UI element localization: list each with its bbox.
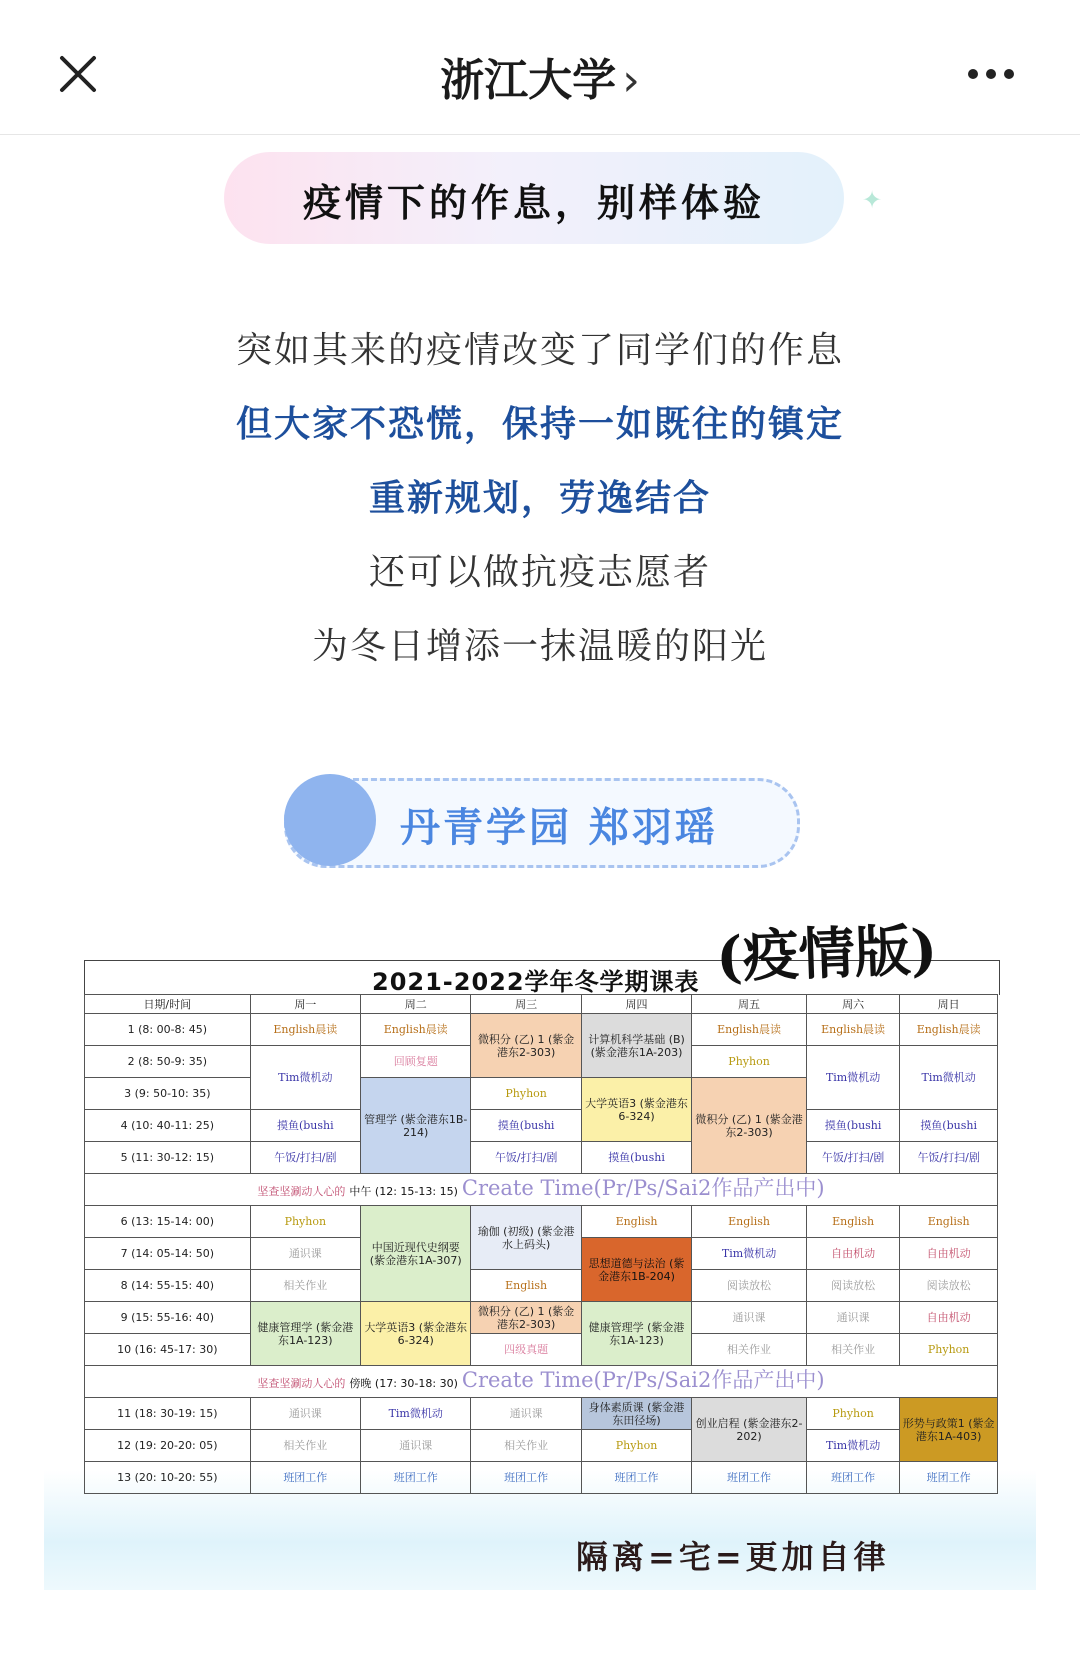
timetable-cell: 通识课 [806,1302,899,1334]
header-cell: 周一 [250,995,360,1014]
timetable-cell: Tim微机动 [900,1046,998,1110]
timetable-cell: 通识课 [250,1238,360,1270]
noon-break-row [85,1174,998,1206]
timetable-cell: 形势与政策1 (紫金港东1A-403) [900,1398,998,1462]
time-cell: 3 (9: 50-10: 35) [85,1078,251,1110]
timetable-cell: Tim微机动 [806,1046,899,1110]
header-cell: 周二 [361,995,471,1014]
noon-break-cell [85,1174,998,1206]
timetable-cell: 自由机动 [900,1302,998,1334]
timetable-cell: 管理学 (紫金港东1B-214) [361,1078,471,1174]
timetable-cell: Phyhon [806,1398,899,1430]
break-label-left: 坚查坚涮动人心的 [257,1184,346,1198]
page-title[interactable] [0,44,1080,108]
timetable-cell: Phyhon [471,1078,581,1110]
timetable-cell: English晨读 [692,1014,807,1046]
timetable-cell: 身体素质课 (紫金港东田径场) [581,1398,691,1430]
timetable-cell: Tim微机动 [361,1398,471,1430]
timetable [84,994,998,1494]
timetable-cell: 阅读放松 [692,1270,807,1302]
top-bar [0,0,1080,135]
more-options-icon[interactable] [968,64,1024,84]
timetable-cell: 午饭/打扫/剧 [250,1142,360,1174]
section-banner-title: 疫情下的作息，别样体验 [302,181,765,225]
table-row [85,1430,998,1462]
intro-line-4: 还可以做抗疫志愿者 [368,552,711,593]
timetable-cell: English [692,1206,807,1238]
timetable-cell: 午饭/打扫/剧 [900,1142,998,1174]
page-title-text[interactable]: 浙江大学 [440,55,617,106]
table-row [85,1398,998,1430]
table-row [85,1142,998,1174]
timetable-cell: 创业启程 (紫金港东2-202) [692,1398,807,1462]
timetable-cell: English [806,1206,899,1238]
timetable-cell: Tim微机动 [692,1238,807,1270]
timetable-cell: 班团工作 [581,1462,691,1494]
header-cell: 周五 [692,995,807,1014]
header-cell: 周日 [900,995,998,1014]
table-row [85,1206,998,1238]
timetable-cell: English晨读 [806,1014,899,1046]
timetable-cell: 班团工作 [250,1462,360,1494]
time-cell: 2 (8: 50-9: 35) [85,1046,251,1078]
timetable-cell: 相关作业 [806,1334,899,1366]
time-cell: 1 (8: 00-8: 45) [85,1014,251,1046]
intro-line-2: 但大家不恐慌，保持一如既往的镇定 [235,404,844,445]
timetable-cell: 相关作业 [250,1430,360,1462]
timetable-cell: 班团工作 [471,1462,581,1494]
timetable-cell: 相关作业 [250,1270,360,1302]
timetable-cell: 通识课 [471,1398,581,1430]
timetable-cell: 阅读放松 [900,1270,998,1302]
timetable-cell: 午饭/打扫/剧 [806,1142,899,1174]
timetable-cell: 摸鱼(bushi [900,1110,998,1142]
timetable-title: 2021-2022学年冬学期课表 [372,968,700,996]
chevron-right-icon[interactable]: › [622,55,640,106]
table-row [85,1110,998,1142]
timetable-cell: 午饭/打扫/剧 [471,1142,581,1174]
evening-break-row [85,1366,998,1398]
timetable-cell: English晨读 [900,1014,998,1046]
time-cell: 8 (14: 55-15: 40) [85,1270,251,1302]
timetable-cell: 健康管理学 (紫金港东1A-123) [250,1302,360,1366]
timetable-cell: English [471,1270,581,1302]
table-row [85,1302,998,1334]
header-cell: 日期/时间 [85,995,251,1014]
intro-line-5: 为冬日增添一抹温暖的阳光 [311,626,768,667]
time-cell: 6 (13: 15-14: 00) [85,1206,251,1238]
timetable-cell: 通识课 [692,1302,807,1334]
sparkle-icon: ✦ [862,186,883,214]
timetable-cell: English [581,1206,691,1238]
author-pill-dot [284,774,376,866]
header-cell: 周六 [806,995,899,1014]
intro-line-3: 重新规划，劳逸结合 [368,478,711,519]
timetable-cell: 班团工作 [361,1462,471,1494]
timetable-cell: English [900,1206,998,1238]
timetable-cell: 自由机动 [900,1238,998,1270]
motto-text: 隔离=宅=更加自律 [576,1538,890,1576]
timetable-cell: 健康管理学 (紫金港东1A-123) [581,1302,691,1366]
break-label-left: 坚查坚涮动人心的 [257,1376,346,1390]
time-cell: 5 (11: 30-12: 15) [85,1142,251,1174]
timetable-cell: Phyhon [250,1206,360,1238]
timetable-cell: Tim微机动 [806,1430,899,1462]
break-label-right: Create Time(Pr/Ps/Sai2作品产出中) [461,1175,825,1200]
time-cell: 4 (10: 40-11: 25) [85,1110,251,1142]
timetable-cell: 摸鱼(bushi [581,1142,691,1174]
timetable-cell: Phyhon [692,1046,807,1078]
table-row [85,1014,998,1046]
timetable-cell: 摸鱼(bushi [250,1110,360,1142]
timetable-header-row [85,995,998,1014]
time-cell: 10 (16: 45-17: 30) [85,1334,251,1366]
timetable-cell: English晨读 [361,1014,471,1046]
timetable-cell: 班团工作 [900,1462,998,1494]
noon-time-label: 中午 (12: 15-13: 15) [349,1184,458,1198]
timetable-cell: Phyhon [581,1430,691,1462]
break-label-right: Create Time(Pr/Ps/Sai2作品产出中) [461,1367,825,1392]
timetable-handwritten-title: (疫情版) [715,917,939,991]
time-cell: 9 (15: 55-16: 40) [85,1302,251,1334]
timetable-cell: 大学英语3 (紫金港东6-324) [361,1302,471,1366]
timetable-cell: 四级真题 [471,1334,581,1366]
author-name: 丹青学园 郑羽瑶 [400,805,718,851]
timetable-cell: 中国近现代史纲要 (紫金港东1A-307) [361,1206,471,1302]
table-row [85,1270,998,1302]
timetable-cell: 摸鱼(bushi [471,1110,581,1142]
intro-line-1: 突如其来的疫情改变了同学们的作息 [235,330,844,371]
time-cell: 12 (19: 20-20: 05) [85,1430,251,1462]
table-row [85,1462,998,1494]
time-cell: 11 (18: 30-19: 15) [85,1398,251,1430]
timetable-cell: 摸鱼(bushi [806,1110,899,1142]
evening-break-cell [85,1366,998,1398]
timetable-cell: 计算机科学基础 (B) (紫金港东1A-203) [581,1014,691,1078]
timetable-cell: Tim微机动 [250,1046,360,1110]
timetable-cell: 通识课 [361,1430,471,1462]
timetable-cell: 微积分 (乙) 1 (紫金港东2-303) [471,1302,581,1334]
timetable-cell: English晨读 [250,1014,360,1046]
timetable-cell: 微积分 (乙) 1 (紫金港东2-303) [692,1078,807,1174]
timetable-cell: 微积分 (乙) 1 (紫金港东2-303) [471,1014,581,1078]
timetable-cell: 回顾复题 [361,1046,471,1078]
time-cell: 7 (14: 05-14: 50) [85,1238,251,1270]
timetable-cell: 班团工作 [692,1462,807,1494]
timetable-cell: 班团工作 [806,1462,899,1494]
timetable-cell: 自由机动 [806,1238,899,1270]
evening-time-label: 傍晚 (17: 30-18: 30) [349,1376,458,1390]
timetable-cell: Phyhon [900,1334,998,1366]
header-cell: 周四 [581,995,691,1014]
timetable-cell: 相关作业 [471,1430,581,1462]
table-row [85,1334,998,1366]
header-cell: 周三 [471,995,581,1014]
timetable-cell: 相关作业 [692,1334,807,1366]
timetable-cell: 通识课 [250,1398,360,1430]
timetable-cell: 阅读放松 [806,1270,899,1302]
timetable-cell: 瑜伽 (初级) (紫金港水上码头) [471,1206,581,1270]
time-cell: 13 (20: 10-20: 55) [85,1462,251,1494]
timetable-cell: 思想道德与法治 (紫金港东1B-204) [581,1238,691,1302]
timetable-cell: 大学英语3 (紫金港东6-324) [581,1078,691,1142]
